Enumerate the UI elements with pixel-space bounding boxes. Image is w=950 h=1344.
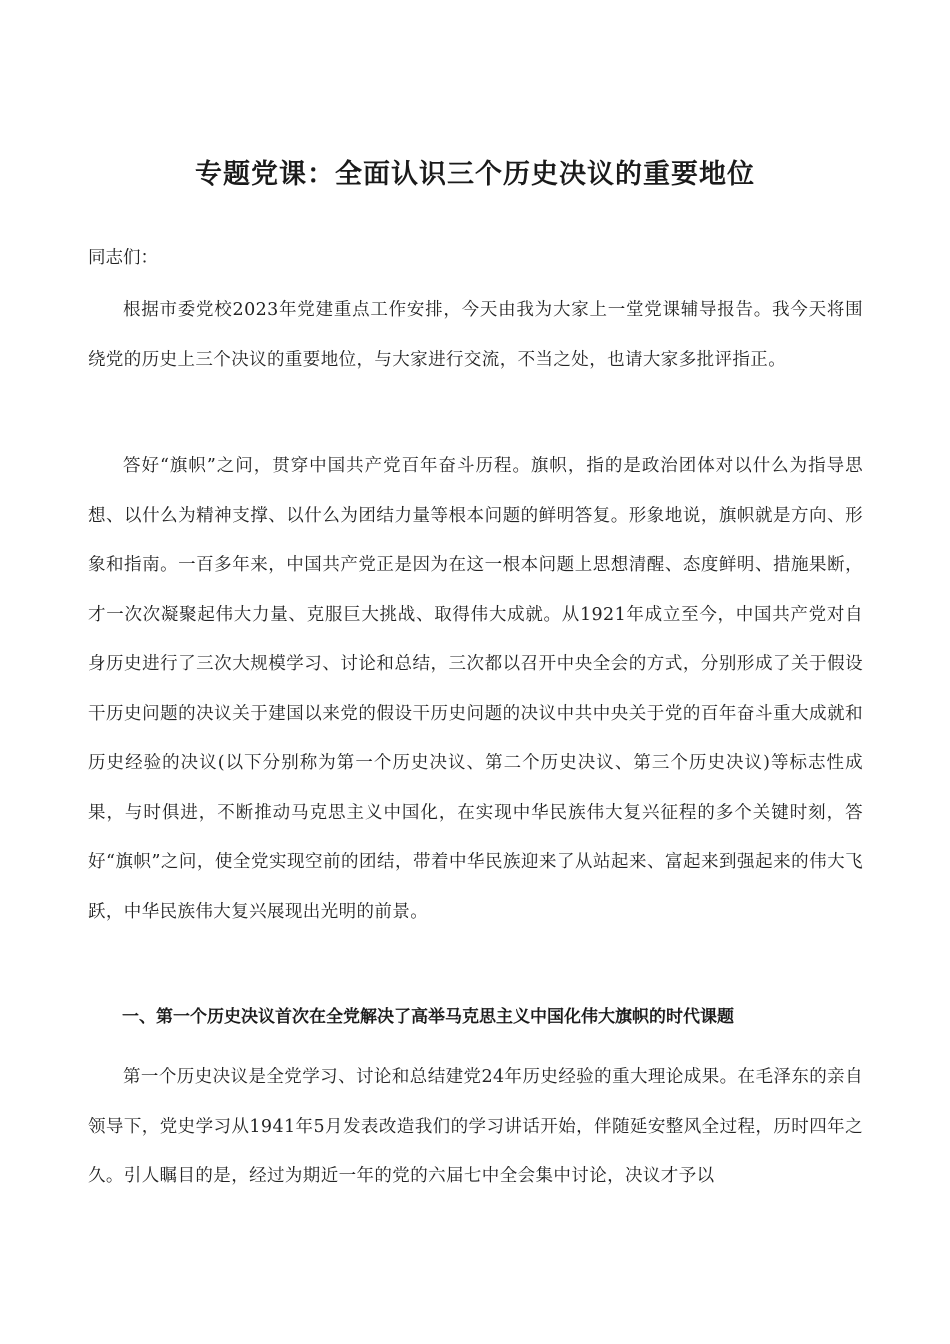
- banner-question-paragraph: 答好“旗帜”之问，贯穿中国共产党百年奋斗历程。旗帜，指的是政治团体对以什么为指导思想、以什么为精神支撑、以什么为团结力量等根本问题的鲜明答复。形象地说，旗帜就是方向、形象和指南。一百多年来，中国共产党正是因为在这一根本问题上思想清醒、态度鲜明、措施果断，才一次次凝聚起伟大力量、克服巨大挑战、取得伟大成就。从1921年成立至今，中国共产党对自身历史进行了三次大规模学习、讨论和总结，三次都以召开中央全会的方式，分别形成了关于假设干历史问题的决议关于建国以来党的假设干历史问题的决议中共中央关于党的百年奋斗重大成就和历史经验的决议(以下分别称为第一个历史决议、第二个历史决议、第三个历史决议)等标志性成果，与时俱进，不断推动马克思主义中国化，在实现中华民族伟大复兴征程的多个关键时刻，答好“旗帜”之问，使全党实现空前的团结，带着中华民族迎来了从站起来、富起来到强起来的伟大飞跃，中华民族伟大复兴展现出光明的前景。: [88, 456, 863, 922]
- section-heading: 一、第一个历史决议首次在全党解决了高举马克思主义中国化伟大旗帜的时代课题: [122, 1007, 734, 1027]
- section-paragraph: 第一个历史决议是全党学习、讨论和总结建党24年历史经验的重大理论成果。在毛泽东的亲自领导下，党史学习从1941年5月发表改造我们的学习讲话开始，伴随延安整风全过程，历时四年之久。引人瞩目的是，经过为期近一年的党的六届七中全会集中讨论，决议才予以: [88, 1067, 863, 1186]
- intro-paragraph: 根据市委党校2023年党建重点工作安排，今天由我为大家上一堂党课辅导报告。我今天将围绕党的历史上三个决议的重要地位，与大家进行交流，不当之处，也请大家多批评指正。: [88, 300, 863, 370]
- salutation: 同志们：: [88, 248, 158, 268]
- document-title: 专题党课：全面认识三个历史决议的重要地位: [195, 159, 755, 190]
